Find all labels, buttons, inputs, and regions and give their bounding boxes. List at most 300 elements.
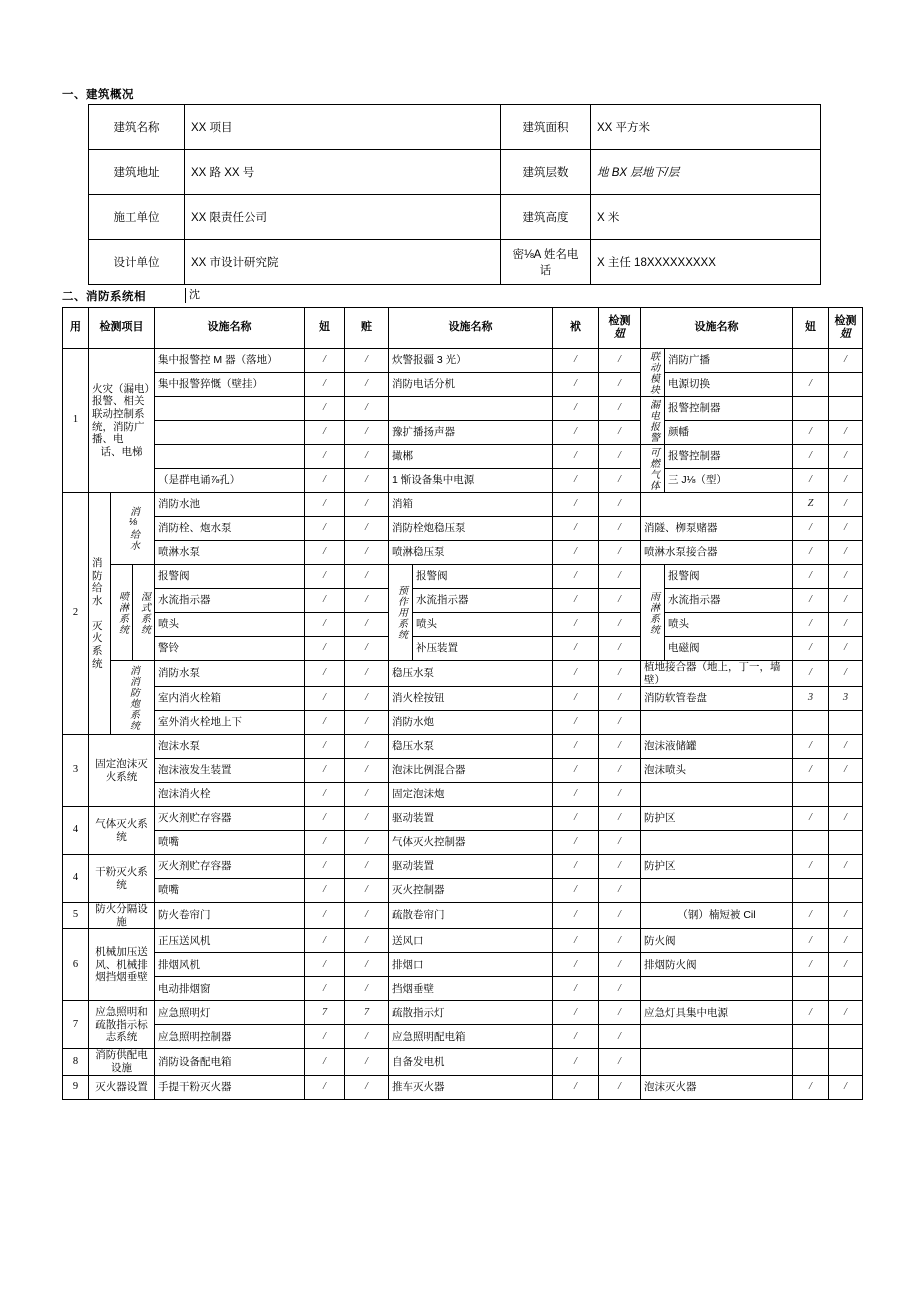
check-3: /	[829, 349, 863, 373]
facility-name-3: 应急灯具集中电源	[641, 1001, 793, 1025]
qty-3: /	[793, 1075, 829, 1099]
facility-name-2: 炊警报疆 3 光）	[389, 349, 553, 373]
table-row	[63, 373, 863, 397]
table-row	[63, 397, 863, 421]
qty-1: /	[305, 929, 345, 953]
facility-name-3: 喷淋水泵接合器	[641, 541, 793, 565]
facility-name-1: 灭火剂贮存容器	[155, 855, 305, 879]
building-profile-body	[89, 105, 821, 285]
vertical-label: 预作用系统	[395, 585, 407, 640]
qty-2: /	[553, 445, 599, 469]
check-2: /	[599, 807, 641, 831]
table-row	[63, 759, 863, 783]
section-title: 干粉灭火系统	[89, 855, 155, 903]
profile-label: 施工单位	[89, 195, 185, 240]
check-2: /	[599, 373, 641, 397]
table-row	[89, 105, 821, 150]
profile-label: 建筑面积	[501, 105, 591, 150]
facility-name-2: 疏散指示灯	[389, 1001, 553, 1025]
table-row	[63, 977, 863, 1001]
check-2: /	[599, 759, 641, 783]
check-1: /	[345, 469, 389, 493]
section-title: 固定泡沫灭火系统	[89, 735, 155, 807]
facility-name-3: 防火阀	[641, 929, 793, 953]
qty-2: /	[553, 1001, 599, 1025]
check-1: /	[345, 1049, 389, 1075]
facility-name-3: 水流指示器	[665, 589, 793, 613]
table-row	[63, 493, 863, 517]
check-2: /	[599, 879, 641, 903]
sub-group-label	[111, 661, 155, 735]
table-row	[63, 831, 863, 855]
facility-name-3: 报警控制器	[665, 445, 793, 469]
facility-name-1: 泡沫液发生装置	[155, 759, 305, 783]
qty-2: /	[553, 1025, 599, 1049]
right-group-label	[641, 397, 665, 445]
check-1: /	[345, 1075, 389, 1099]
facility-name-1: 喷头	[155, 613, 305, 637]
facility-name-3	[641, 711, 793, 735]
facility-name-2: 消防栓炮稳压泵	[389, 517, 553, 541]
section-index: 8	[63, 1049, 89, 1075]
check-3: /	[829, 661, 863, 687]
qty-2: /	[553, 373, 599, 397]
table-row	[63, 349, 863, 373]
facility-name-3: 电源切换	[665, 373, 793, 397]
facility-name-1: 喷嘴	[155, 879, 305, 903]
check-3: /	[829, 517, 863, 541]
section-index: 3	[63, 735, 89, 807]
facility-name-1: 正压送风机	[155, 929, 305, 953]
check-2: /	[599, 445, 641, 469]
qty-1: /	[305, 493, 345, 517]
check-2: /	[599, 589, 641, 613]
check-1: /	[345, 687, 389, 711]
facility-name-3	[641, 831, 793, 855]
check-3: /	[829, 903, 863, 929]
check-1: /	[345, 783, 389, 807]
facility-name-2: 排烟口	[389, 953, 553, 977]
check-1: /	[345, 421, 389, 445]
facility-name-2: 消防水炮	[389, 711, 553, 735]
table-row	[63, 445, 863, 469]
qty-2: /	[553, 565, 599, 589]
check-1: /	[345, 977, 389, 1001]
check-3	[829, 1049, 863, 1075]
facility-name-1: 消防水泵	[155, 661, 305, 687]
facility-name-2: 稳压水泵	[389, 661, 553, 687]
check-1: /	[345, 541, 389, 565]
qty-1: /	[305, 469, 345, 493]
check-1: /	[345, 349, 389, 373]
check-1: /	[345, 373, 389, 397]
check-1: /	[345, 903, 389, 929]
table-row	[63, 855, 863, 879]
facility-name-2: 驱动装置	[389, 855, 553, 879]
check-3	[829, 1025, 863, 1049]
facility-name-1: 应急照明灯	[155, 1001, 305, 1025]
qty-3: /	[793, 807, 829, 831]
facility-name-3: 植地接合器（地上，丁一，墙壁）	[641, 661, 793, 687]
facility-name-1	[155, 421, 305, 445]
section-index: 5	[63, 903, 89, 929]
check-1: /	[345, 711, 389, 735]
facility-name-2: 推车灭火器	[389, 1075, 553, 1099]
qty-3	[793, 711, 829, 735]
table-row	[63, 711, 863, 735]
facility-name-3: 防护区	[641, 855, 793, 879]
check-3	[829, 879, 863, 903]
table-row	[63, 661, 863, 687]
qty-3: /	[793, 903, 829, 929]
qty-3	[793, 977, 829, 1001]
table-row	[63, 421, 863, 445]
facility-name-3: 电磁阀	[665, 637, 793, 661]
qty-1: /	[305, 613, 345, 637]
check-1: /	[345, 855, 389, 879]
facility-name-3	[641, 783, 793, 807]
qty-3: /	[793, 469, 829, 493]
check-1: /	[345, 879, 389, 903]
table-row	[63, 879, 863, 903]
check-2: /	[599, 493, 641, 517]
qty-2: /	[553, 469, 599, 493]
section-index: 4	[63, 855, 89, 903]
profile-value: X 米	[591, 195, 821, 240]
qty-2: /	[553, 759, 599, 783]
qty-1: /	[305, 517, 345, 541]
vertical-label: 湿式系统	[138, 590, 150, 635]
table-row	[63, 1001, 863, 1025]
facility-name-3	[641, 1049, 793, 1075]
vertical-label: 雨淋系统	[647, 590, 659, 635]
check-3: 3	[829, 687, 863, 711]
facility-name-1	[155, 445, 305, 469]
facility-name-2: 自备发电机	[389, 1049, 553, 1075]
check-2: /	[599, 855, 641, 879]
facility-name-2: 驱动装置	[389, 807, 553, 831]
check-3: /	[829, 1075, 863, 1099]
check-1: /	[345, 589, 389, 613]
facility-name-3: 防护区	[641, 807, 793, 831]
check-3: /	[829, 421, 863, 445]
check-2: /	[599, 735, 641, 759]
facility-name-3: 报警控制器	[665, 397, 793, 421]
table-row	[63, 929, 863, 953]
th-qty-1: 妞	[305, 308, 345, 349]
facility-name-2: 喷淋稳压泵	[389, 541, 553, 565]
check-2: /	[599, 1075, 641, 1099]
table-row	[63, 541, 863, 565]
qty-1: /	[305, 1025, 345, 1049]
section-title-line: 火灾（漏电）报警、相关联动控制系统，消防广播、电	[92, 382, 150, 446]
section-title-line: 灭火系统	[92, 619, 103, 670]
qty-2: /	[553, 397, 599, 421]
check-3: /	[829, 469, 863, 493]
check-1: /	[345, 613, 389, 637]
facility-name-2: 水流指示器	[413, 589, 553, 613]
facility-name-1: 警铃	[155, 637, 305, 661]
check-3: /	[829, 855, 863, 879]
section-index: 9	[63, 1075, 89, 1099]
facility-name-3: 泡沫灭火器	[641, 1075, 793, 1099]
facility-name-1: 防火卷帘门	[155, 903, 305, 929]
qty-2: /	[553, 783, 599, 807]
sub-group-label	[111, 493, 155, 565]
qty-1: /	[305, 855, 345, 879]
check-3	[829, 831, 863, 855]
qty-3	[793, 349, 829, 373]
check-2: /	[599, 1049, 641, 1075]
qty-3: /	[793, 855, 829, 879]
facility-name-3: 颜幡	[665, 421, 793, 445]
qty-2: /	[553, 637, 599, 661]
facility-name-3	[641, 977, 793, 1001]
facility-name-2: 喷头	[413, 613, 553, 637]
qty-1: /	[305, 783, 345, 807]
table-row	[63, 589, 863, 613]
qty-1: /	[305, 541, 345, 565]
table-row	[63, 953, 863, 977]
profile-label: 建筑名称	[89, 105, 185, 150]
matrix-body	[63, 349, 863, 1100]
qty-1: /	[305, 831, 345, 855]
facility-name-2: 1 惭设备集中电源	[389, 469, 553, 493]
qty-1: /	[305, 421, 345, 445]
qty-2: /	[553, 807, 599, 831]
facility-name-2: 应急照明配电箱	[389, 1025, 553, 1049]
facility-name-2: 消防电话分机	[389, 373, 553, 397]
th-check-3: 检测 妞	[829, 308, 863, 349]
check-3: /	[829, 1001, 863, 1025]
qty-2: /	[553, 953, 599, 977]
qty-3	[793, 879, 829, 903]
qty-1: /	[305, 397, 345, 421]
fire-systems-matrix-table	[62, 307, 863, 1100]
check-1: /	[345, 929, 389, 953]
facility-name-1: 灭火剂贮存容器	[155, 807, 305, 831]
check-3: /	[829, 613, 863, 637]
facility-name-3: 喷头	[665, 613, 793, 637]
check-2: /	[599, 661, 641, 687]
facility-name-3: 消隧、栁泵赌器	[641, 517, 793, 541]
th-project: 检测项目	[89, 308, 155, 349]
vertical-label: 可燃气体	[647, 446, 659, 491]
check-2: /	[599, 469, 641, 493]
facility-name-3	[641, 493, 793, 517]
check-3: /	[829, 565, 863, 589]
qty-2: /	[553, 977, 599, 1001]
qty-1: 7	[305, 1001, 345, 1025]
check-1: /	[345, 565, 389, 589]
check-1: /	[345, 807, 389, 831]
qty-3: /	[793, 759, 829, 783]
qty-1: /	[305, 711, 345, 735]
facility-name-1: 排烟风机	[155, 953, 305, 977]
th-qty-3: 妞	[793, 308, 829, 349]
profile-label: 设计单位	[89, 240, 185, 285]
qty-3: 3	[793, 687, 829, 711]
facility-name-3: 三 J⅛（型）	[665, 469, 793, 493]
section-2-heading: 二、消防系统相	[62, 291, 146, 303]
facility-name-2: 气体灭火控制器	[389, 831, 553, 855]
table-row	[63, 687, 863, 711]
table-row	[63, 469, 863, 493]
qty-1: /	[305, 565, 345, 589]
right-group-label	[641, 445, 665, 493]
check-1: /	[345, 1025, 389, 1049]
check-1: /	[345, 759, 389, 783]
section-index: 2	[63, 493, 89, 735]
check-2: /	[599, 929, 641, 953]
check-3	[829, 711, 863, 735]
check-2: /	[599, 783, 641, 807]
facility-name-2: 疏散卷帘门	[389, 903, 553, 929]
facility-name-2: 固定泡沫炮	[389, 783, 553, 807]
section-index: 4	[63, 807, 89, 855]
facility-name-1: 消防栓、炮水泵	[155, 517, 305, 541]
facility-name-1: 喷淋水泵	[155, 541, 305, 565]
facility-name-1: （是群电诵⅞孔）	[155, 469, 305, 493]
qty-1: /	[305, 879, 345, 903]
qty-2: /	[553, 589, 599, 613]
qty-3: /	[793, 541, 829, 565]
qty-3: /	[793, 589, 829, 613]
check-3: /	[829, 493, 863, 517]
facility-name-1: 集中报警猝慨（壁挂）	[155, 373, 305, 397]
qty-2: /	[553, 903, 599, 929]
section-title: 灭火器设置	[89, 1075, 155, 1099]
section-title: 防火分隔设施	[89, 903, 155, 929]
check-1: /	[345, 953, 389, 977]
check-2: /	[599, 977, 641, 1001]
facility-name-1: 手提干粉灭火器	[155, 1075, 305, 1099]
check-2: /	[599, 565, 641, 589]
profile-value: X 主任 18XXXXXXXXX	[591, 240, 821, 285]
facility-name-1: 集中报警控 M 器（落地）	[155, 349, 305, 373]
check-3: /	[829, 929, 863, 953]
facility-name-1: 室内消火栓箱	[155, 687, 305, 711]
facility-name-1: 电动排烟窗	[155, 977, 305, 1001]
section-index: 6	[63, 929, 89, 1001]
check-1: 7	[345, 1001, 389, 1025]
facility-name-3: 消防软管卷盘	[641, 687, 793, 711]
qty-2: /	[553, 687, 599, 711]
profile-value: XX 路 XX 号	[185, 150, 501, 195]
table-row	[63, 903, 863, 929]
check-1: /	[345, 397, 389, 421]
facility-name-1: 报警阀	[155, 565, 305, 589]
qty-2: /	[553, 613, 599, 637]
sub-group-label	[111, 565, 133, 661]
th-qty-2: 袱	[553, 308, 599, 349]
facility-name-3	[641, 879, 793, 903]
facility-name-2: 消箱	[389, 493, 553, 517]
facility-name-1: 应急照明控制器	[155, 1025, 305, 1049]
check-3: /	[829, 589, 863, 613]
facility-name-2: 消火栓按钮	[389, 687, 553, 711]
qty-1: /	[305, 373, 345, 397]
check-2: /	[599, 687, 641, 711]
check-3: /	[829, 759, 863, 783]
qty-2: /	[553, 831, 599, 855]
qty-1: /	[305, 687, 345, 711]
qty-3	[793, 1025, 829, 1049]
vertical-label: 消⅛给水	[127, 506, 139, 551]
table-row	[63, 807, 863, 831]
check-1: /	[345, 735, 389, 759]
check-3: /	[829, 735, 863, 759]
check-2: /	[599, 1025, 641, 1049]
check-2: /	[599, 349, 641, 373]
check-2: /	[599, 711, 641, 735]
section-title	[89, 349, 155, 493]
check-2: /	[599, 397, 641, 421]
th-facility-3: 设施名称	[641, 308, 793, 349]
facility-name-2: 补压装置	[413, 637, 553, 661]
matrix-header	[63, 308, 863, 349]
table-header-row	[63, 308, 863, 349]
section-title: 机械加压送风、机械排烟挡烟垂壁	[89, 929, 155, 1001]
table-row	[63, 783, 863, 807]
qty-3: /	[793, 637, 829, 661]
table-row	[63, 613, 863, 637]
facility-name-3: 报警阀	[665, 565, 793, 589]
check-1: /	[345, 445, 389, 469]
qty-1: /	[305, 661, 345, 687]
qty-2: /	[553, 349, 599, 373]
check-2: /	[599, 613, 641, 637]
qty-3: /	[793, 953, 829, 977]
qty-3: Z	[793, 493, 829, 517]
qty-1: /	[305, 735, 345, 759]
qty-2: /	[553, 735, 599, 759]
facility-name-1	[155, 397, 305, 421]
qty-1: /	[305, 903, 345, 929]
section-2-heading-tail: 沈	[185, 288, 200, 303]
table-row	[63, 735, 863, 759]
qty-3: /	[793, 565, 829, 589]
section-1-heading: 一、建筑概况	[62, 89, 134, 101]
sub-group-inner-label	[133, 565, 155, 661]
profile-label: 建筑高度	[501, 195, 591, 240]
section-index: 7	[63, 1001, 89, 1049]
check-2: /	[599, 541, 641, 565]
right-group-label	[641, 349, 665, 397]
qty-3: /	[793, 613, 829, 637]
qty-1: /	[305, 759, 345, 783]
qty-2: /	[553, 879, 599, 903]
check-3: /	[829, 637, 863, 661]
check-3	[829, 373, 863, 397]
qty-2: /	[553, 517, 599, 541]
qty-1: /	[305, 977, 345, 1001]
mid-group-label	[389, 565, 413, 661]
check-1: /	[345, 831, 389, 855]
facility-name-3: 泡沫液储罐	[641, 735, 793, 759]
qty-3: /	[793, 517, 829, 541]
check-3	[829, 783, 863, 807]
qty-1: /	[305, 589, 345, 613]
facility-name-3: 排烟防火阀	[641, 953, 793, 977]
facility-name-2: 豫扩播扬声器	[389, 421, 553, 445]
check-2: /	[599, 831, 641, 855]
qty-2: /	[553, 421, 599, 445]
check-2: /	[599, 637, 641, 661]
qty-3: /	[793, 421, 829, 445]
table-row	[63, 1049, 863, 1075]
check-1: /	[345, 517, 389, 541]
